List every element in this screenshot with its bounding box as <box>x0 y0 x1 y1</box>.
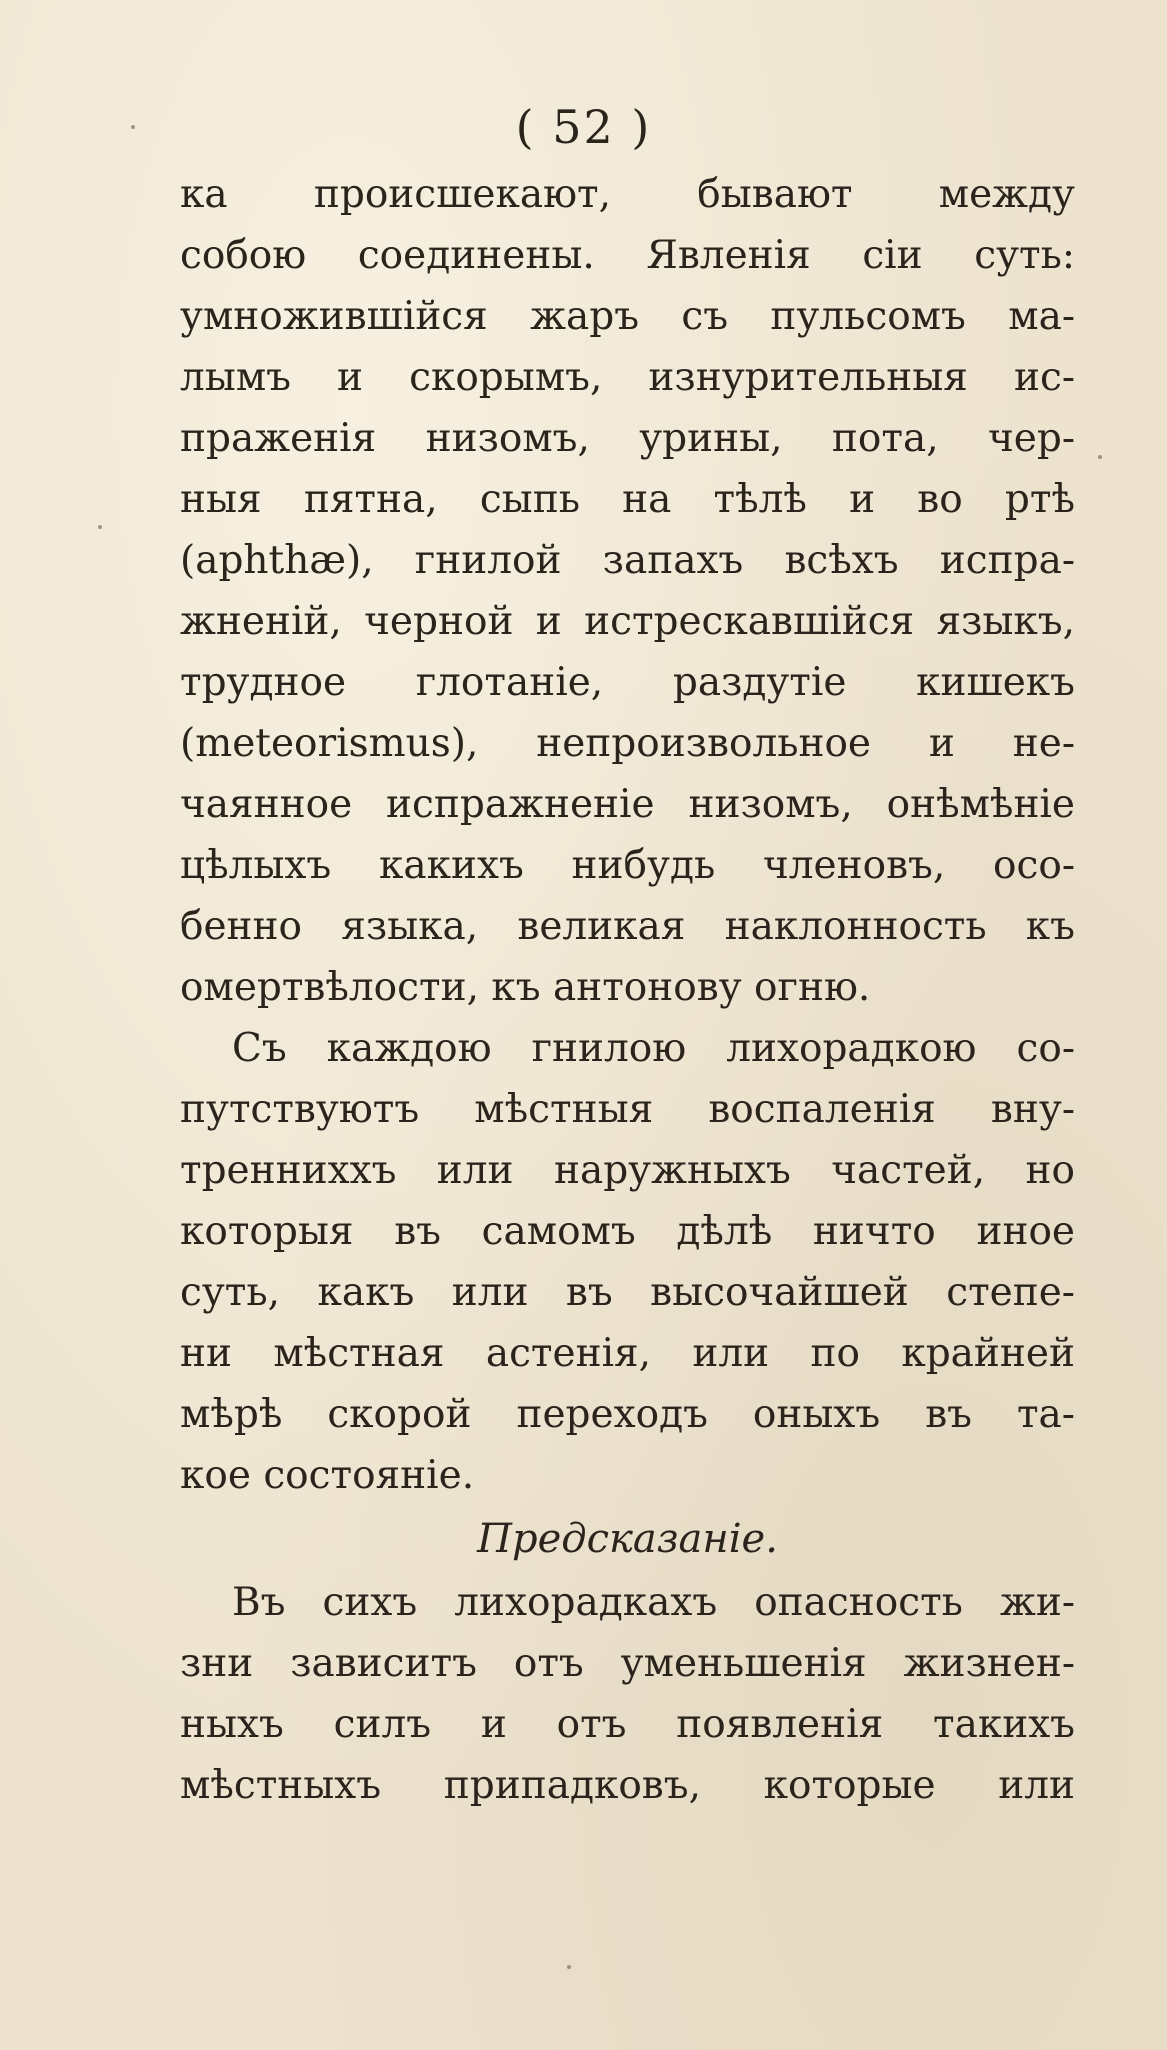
text-line: бенно языка, великая наклонность къ <box>180 904 1075 949</box>
text-line: зни зависитъ отъ уменьшенія жизнен- <box>180 1641 1075 1686</box>
text-line: которыя въ самомъ дѣлѣ ничто иное <box>180 1209 1075 1254</box>
text-line: мѣстныхъ припадковъ, которые или <box>180 1763 1075 1808</box>
text-line: тренниххъ или наружныхъ частей, но <box>180 1148 1075 1193</box>
text-line: Въ сихъ лихорадкахъ опасность жи- <box>232 1580 1075 1625</box>
text-line: лымъ и скорымъ, изнурительныя ис- <box>180 355 1075 400</box>
page-number: ( 52 ) <box>515 100 652 154</box>
text-line: трудное глотаніе, раздутіе кишекъ <box>180 660 1075 705</box>
text-line: цѣлыхъ какихъ нибудь членовъ, осо- <box>180 843 1075 888</box>
text-line: путствуютъ мѣстныя воспаленія вну- <box>180 1087 1075 1132</box>
text-line: суть, какъ или въ высочайшей степе- <box>180 1270 1075 1315</box>
text-line: (meteorismus), непроизвольное и не- <box>180 721 1075 766</box>
text-line: ка происшекают, бывают между <box>180 172 1075 217</box>
section-heading: Предсказаніе. <box>477 1516 778 1562</box>
paper-speck <box>1098 455 1102 459</box>
text-line: ни мѣстная астенія, или по крайней <box>180 1331 1075 1376</box>
text-line: праженія низомъ, урины, пота, чер- <box>180 416 1075 461</box>
text-line: ныя пятна, сыпь на тѣлѣ и во ртѣ <box>180 477 1075 522</box>
text-line: чаянное испражненіе низомъ, онѣмѣніе <box>180 782 1075 827</box>
text-line: (aphthæ), гнилой запахъ всѣхъ испра- <box>180 538 1075 583</box>
paper-speck <box>131 125 135 129</box>
paper-speck <box>98 525 102 529</box>
text-line: собою соединены. Явленія сіи суть: <box>180 233 1075 278</box>
text-line: мѣрѣ скорой переходъ оныхъ въ та- <box>180 1392 1075 1437</box>
text-line: Съ каждою гнилою лихорадкою со- <box>232 1026 1075 1071</box>
text-line: умножившійся жаръ съ пульсомъ ма- <box>180 294 1075 339</box>
paper-speck <box>567 1965 571 1969</box>
text-line: жненій, черной и истрескавшійся языкъ, <box>180 599 1075 644</box>
text-line: кое состояніе. <box>180 1453 475 1498</box>
body-text <box>180 164 1075 1816</box>
text-line: омертвѣлости, къ антонову огню. <box>180 965 871 1010</box>
text-line: ныхъ силъ и отъ появленія такихъ <box>180 1702 1075 1747</box>
